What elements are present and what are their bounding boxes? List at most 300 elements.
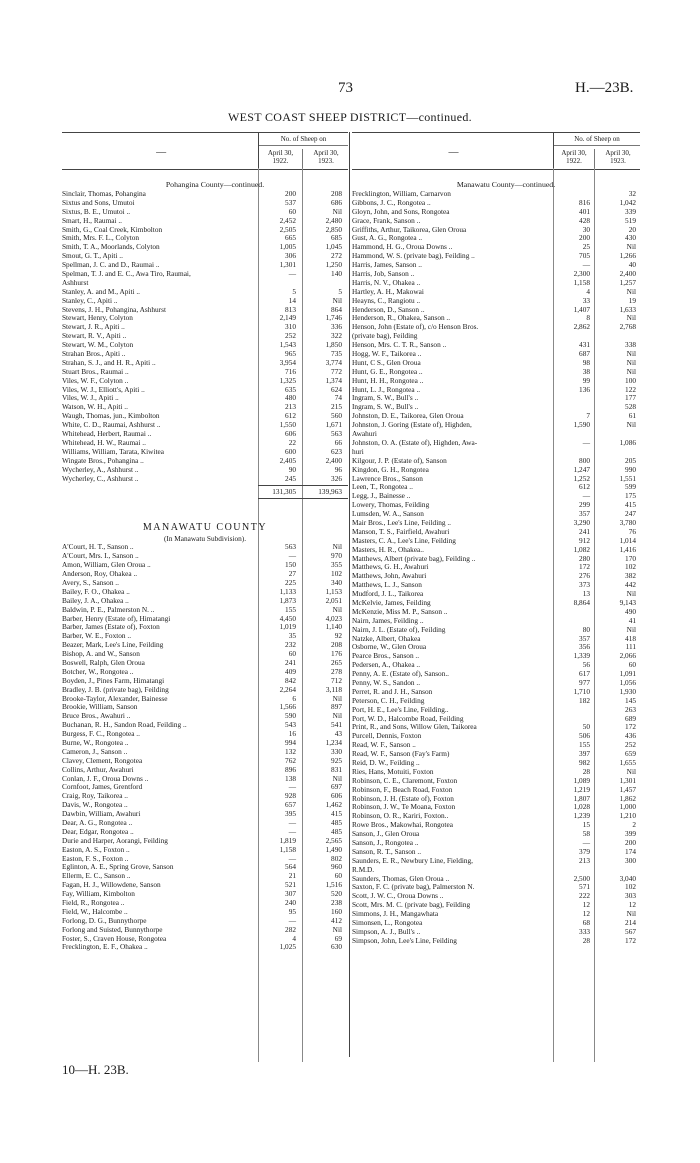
- table-row: [352, 608, 640, 617]
- holder-name: Print, R., and Sons, Willow Glen, Taikorea: [352, 723, 477, 732]
- table-row: [352, 928, 640, 937]
- table-row: [62, 846, 348, 855]
- sheep-1923: 485: [331, 818, 342, 827]
- sheep-1922: 1,025: [279, 942, 296, 952]
- sheep-1923: 140: [331, 269, 342, 279]
- sheep-1923: 1,374: [325, 375, 342, 385]
- table-row: [62, 739, 348, 748]
- holder-name: Hunt, H. H., Rongotea ..: [352, 376, 424, 385]
- table-row: [62, 466, 348, 475]
- table-row: [352, 697, 640, 706]
- sheep-1922: 213: [579, 855, 590, 865]
- table-row: [62, 775, 348, 784]
- table-row: [352, 875, 640, 884]
- sheep-1922: 1,252: [573, 473, 590, 483]
- page-footer: 10—H. 23B.: [62, 1062, 129, 1077]
- sheep-1923: 40: [628, 260, 636, 270]
- sheep-1923: 1,850: [325, 340, 342, 350]
- sheep-1923: 172: [625, 935, 636, 945]
- sheep-1923: 2,400: [325, 455, 342, 465]
- holder-name: Leen, T., Rongotea ..: [352, 483, 413, 492]
- holder-name: Fay, William, Kimbolton: [62, 890, 135, 899]
- sheep-1923: 1,086: [619, 437, 636, 447]
- sheep-1923: 339: [625, 206, 636, 216]
- table-row: [352, 590, 640, 599]
- table-row: [62, 677, 348, 686]
- sheep-1922: 1,158: [573, 277, 590, 287]
- table-row: [62, 863, 348, 872]
- table-row: [62, 341, 348, 350]
- sheep-1923: 399: [625, 829, 636, 839]
- holder-name: Read, W. F., Sanson ..: [352, 741, 416, 750]
- sheep-1922: 379: [579, 846, 590, 856]
- holder-name: Burne, W., Rongotea ..: [62, 738, 129, 747]
- sheep-1922: 1,407: [573, 304, 590, 314]
- sheep-1923: 74: [334, 393, 342, 403]
- table-row: [352, 492, 640, 501]
- sheep-1922: 395: [285, 809, 296, 819]
- sheep-1923: 338: [625, 340, 636, 350]
- sheep-1923: 528: [625, 402, 636, 412]
- holder-name: A'Court, Mrs. I., Sanson ..: [62, 552, 139, 561]
- holder-name: Simmons, J. H., Mangawhata: [352, 910, 439, 919]
- sheep-1923: 3,040: [619, 873, 636, 883]
- table-row: [352, 466, 640, 475]
- holder-name: Kingdon, G. H., Rongotea: [352, 465, 429, 474]
- sheep-1923: 1,091: [619, 669, 636, 679]
- sheep-1922: 617: [579, 669, 590, 679]
- sheep-1923: 145: [625, 695, 636, 705]
- sheep-1923: 5: [338, 286, 342, 296]
- sheep-1923: 300: [625, 855, 636, 865]
- holder-name: Lumsden, W. A., Sanson: [352, 510, 424, 519]
- sheep-1923: 102: [625, 562, 636, 572]
- sheep-1923: 205: [625, 455, 636, 465]
- sheep-1922: 14: [288, 295, 296, 305]
- holder-name: Stuart Bros., Raumai ..: [62, 367, 129, 376]
- table-row: [352, 715, 640, 724]
- table-row: [352, 652, 640, 661]
- holder-name: Scott, J. W. C., Oroua Downs ..: [352, 892, 444, 901]
- table-row: [62, 252, 348, 261]
- sheep-1923: 160: [331, 906, 342, 916]
- left-table-header: [62, 132, 348, 170]
- sheep-1922: 2,264: [279, 684, 296, 694]
- sheep-1923: 3,774: [325, 357, 342, 367]
- col-1922-year: 1922.: [272, 157, 289, 165]
- table-row: [352, 386, 640, 395]
- sheep-1922: 80: [582, 624, 590, 634]
- table-row: [352, 475, 640, 484]
- sheep-1922: 521: [285, 880, 296, 890]
- total-1922: 131,305: [272, 487, 296, 497]
- holder-name: Saxton, F. C. (private bag), Palmerston N.: [352, 883, 475, 892]
- sheep-1923: 1,014: [619, 535, 636, 545]
- sheep-1922: 2,500: [573, 873, 590, 883]
- table-row: [352, 812, 640, 821]
- table-row: [62, 332, 348, 341]
- sheep-1922: 155: [579, 740, 590, 750]
- holder-name: Robinson, O. R., Kariri, Foxton..: [352, 812, 449, 821]
- sheep-1923: Nil: [626, 624, 636, 634]
- table-row: [62, 748, 348, 757]
- sheep-1922: 1,807: [573, 793, 590, 803]
- document-reference: H.—23B.: [575, 80, 634, 96]
- table-row: [352, 910, 640, 919]
- holder-name: Cornfoot, James, Grentford: [62, 783, 143, 792]
- holder-name: Brooke-Taylor, Alexander, Bainesse: [62, 694, 168, 703]
- sheep-1923: 176: [331, 649, 342, 659]
- sheep-1923: Nil: [332, 693, 342, 703]
- sheep-1923: 278: [331, 666, 342, 676]
- holder-name: Stewart, W. M., Colyton: [62, 341, 134, 350]
- sheep-1922: 842: [285, 675, 296, 685]
- table-row: [352, 830, 640, 839]
- sheep-1922: 12: [582, 909, 590, 919]
- holder-name: Matthews, Albert (private bag), Feilding ..: [352, 554, 476, 563]
- holder-name: Gibbons, J. C., Rongotea ..: [352, 198, 431, 207]
- table-row: [352, 892, 640, 901]
- holder-name: Natzke, Albert, Ohakea: [352, 634, 421, 643]
- sheep-1923: 1,301: [619, 775, 636, 785]
- sheep-1922: 241: [579, 526, 590, 536]
- table-row: [62, 650, 348, 659]
- table-row: [352, 546, 640, 555]
- table-row: [352, 635, 640, 644]
- table-row: [62, 386, 348, 395]
- sheep-1923: 12: [628, 900, 636, 910]
- sheep-1922: 38: [582, 366, 590, 376]
- sheep-1922: 6: [292, 693, 296, 703]
- sheep-1923: 102: [331, 569, 342, 579]
- table-row: [352, 403, 640, 412]
- sheep-1923: 177: [625, 393, 636, 403]
- sheep-1923: Nil: [626, 766, 636, 776]
- sheep-1923: 418: [625, 633, 636, 643]
- county-total: [258, 485, 348, 499]
- table-row: [352, 519, 640, 528]
- sheep-1922: 1,133: [279, 586, 296, 596]
- table-row: [62, 623, 348, 632]
- sheep-1922: 182: [579, 695, 590, 705]
- sheep-1922: 8: [586, 313, 590, 323]
- sheep-1922: 571: [579, 882, 590, 892]
- holder-name: Nairn, James, Feilding ..: [352, 616, 424, 625]
- table-row: [62, 855, 348, 864]
- table-row: [352, 394, 640, 403]
- sheep-1922: 245: [285, 473, 296, 483]
- holder-name: Bailey, F. O., Ohakea ..: [62, 587, 130, 596]
- table-row: [62, 543, 348, 552]
- holder-name: Osborne, W., Glen Oroua: [352, 643, 427, 652]
- sheep-1923: Nil: [332, 295, 342, 305]
- table-row: [352, 368, 640, 377]
- table-row: [62, 403, 348, 412]
- sheep-1922: 333: [579, 926, 590, 936]
- table-row: [62, 261, 348, 270]
- holder-name: Whitehead, Herbert, Raumai ..: [62, 430, 152, 439]
- holder-name: Hammond, H. G., Oroua Downs ..: [352, 243, 453, 252]
- table-row: [62, 350, 348, 359]
- table-row: [62, 721, 348, 730]
- table-row: [62, 475, 348, 484]
- sheep-1922: 635: [285, 384, 296, 394]
- sheep-1923: 1,257: [619, 277, 636, 287]
- page-header: [0, 0, 700, 124]
- table-row: [352, 234, 640, 243]
- sheep-1922: 401: [579, 206, 590, 216]
- holder-name: Harris, N. V., Ohakea ..: [352, 278, 421, 287]
- table-row: [352, 297, 640, 306]
- table-row: [62, 712, 348, 721]
- holder-name: Harris, Job, Sanson ..: [352, 270, 415, 279]
- table-row: [352, 261, 640, 270]
- holder-name: Stewart, J. R., Apiti ..: [62, 323, 125, 332]
- holder-name: huri: [352, 447, 364, 456]
- sheep-1922: 428: [579, 215, 590, 225]
- sheep-1922: 60: [288, 206, 296, 216]
- holder-name: Williams, William, Tarata, Kiwitea: [62, 447, 164, 456]
- sheep-1923: 19: [628, 295, 636, 305]
- sheep-1923: 970: [331, 551, 342, 561]
- sheep-1922: 58: [582, 829, 590, 839]
- sheep-1923: 1,153: [325, 586, 342, 596]
- sheep-1922: 480: [285, 393, 296, 403]
- holder-name: Lawrence Bros., Sanson: [352, 474, 423, 483]
- holder-name: Barber, W. E., Foxton ..: [62, 632, 132, 641]
- holder-name: Port, H. E., Lee's Line, Feilding..: [352, 705, 449, 714]
- holder-name: Perret, R. and J. H., Sanson: [352, 687, 433, 696]
- col-1923-date: April 30,: [605, 149, 631, 157]
- sheep-1923: 606: [331, 791, 342, 801]
- sheep-1922: 33: [582, 295, 590, 305]
- table-row: [352, 270, 640, 279]
- sheep-1923: 897: [331, 702, 342, 712]
- sheep-1922: 800: [579, 455, 590, 465]
- holder-name: Dawbin, William, Awahuri: [62, 810, 141, 819]
- table-row: [62, 421, 348, 430]
- table-row: [62, 561, 348, 570]
- sheep-1922: 1,339: [573, 651, 590, 661]
- holder-name: Purcell, Dennis, Foxton: [352, 732, 422, 741]
- sheep-1922: 1,325: [279, 375, 296, 385]
- right-column: [352, 132, 640, 1062]
- table-row: [352, 786, 640, 795]
- sheep-1922: 606: [285, 429, 296, 439]
- sheep-1922: 816: [579, 197, 590, 207]
- sheep-1923: Nil: [626, 349, 636, 359]
- sheep-1923: Nil: [626, 242, 636, 252]
- holder-name: Hunt, G. E., Rongotea ..: [352, 367, 423, 376]
- holder-name: Robinson, C. E., Claremont, Foxton: [352, 776, 458, 785]
- holder-name: Smith, G., Coal Creek, Kimbolton: [62, 225, 163, 234]
- table-row: [352, 839, 640, 848]
- holder-name: (private bag), Feilding: [352, 332, 418, 341]
- holder-name: Barber, Henry (Estate of), Himatangi: [62, 614, 171, 623]
- sheep-1922: 705: [579, 251, 590, 261]
- table-row: [62, 297, 348, 306]
- total-1923: 139,963: [318, 487, 342, 497]
- holder-name: Johnston, O. A. (Estate of), Highden, Awa-: [352, 438, 478, 447]
- sheep-1922: 7: [586, 411, 590, 421]
- table-row: [352, 759, 640, 768]
- sheep-1923: 41: [628, 615, 636, 625]
- sheep-1923: 265: [331, 657, 342, 667]
- table-row: [62, 703, 348, 712]
- holder-name: Henderson, R., Ohakea, Sanson ..: [352, 314, 451, 323]
- holder-name: Barber, James (Estate of), Foxton: [62, 623, 160, 632]
- sheep-1922: 537: [285, 197, 296, 207]
- table-row: [352, 732, 640, 741]
- section-heading-manawatu-continued: Manawatu County—continued.: [456, 180, 556, 189]
- sheep-1923: Nil: [626, 366, 636, 376]
- sheep-1922: —: [288, 269, 296, 279]
- holder-name: Manson, T. S., Fairfield, Awahuri: [352, 527, 450, 536]
- sheep-1923: 490: [625, 606, 636, 616]
- name-column-header: [62, 133, 259, 169]
- table-row: [62, 766, 348, 775]
- holder-name: Peterson, C. H., Feilding: [352, 696, 425, 705]
- table-row: [352, 937, 640, 946]
- table-row: [62, 819, 348, 828]
- table-row: [352, 483, 640, 492]
- holder-name: Legg, J., Bainesse ..: [352, 492, 411, 501]
- holder-name: Ingram, S. W., Bull's ..: [352, 403, 419, 412]
- sheep-1922: 431: [579, 340, 590, 350]
- table-row: [62, 899, 348, 908]
- sheep-1923: 541: [331, 720, 342, 730]
- holder-name: Smart, H., Raumai ..: [62, 216, 122, 225]
- col-1923-header: [594, 149, 641, 169]
- holder-name: Mudford, J. L., Taikorea: [352, 590, 424, 599]
- sheep-1922: —: [288, 915, 296, 925]
- sheep-1923: 485: [331, 826, 342, 836]
- sheep-1922: —: [582, 491, 590, 501]
- holder-name: Kilgour, J. P. (Estate of), Sanson: [352, 456, 447, 465]
- holder-name: Penny, A. E. (Estate of), Sanson..: [352, 670, 450, 679]
- table-row: [62, 837, 348, 846]
- sheep-1923: 1,140: [325, 622, 342, 632]
- page-number: 73: [338, 80, 353, 96]
- table-row: [352, 448, 640, 457]
- holder-name: Robinson, J. W., Te Moana, Foxton: [352, 803, 456, 812]
- sheep-1922: 1,590: [573, 420, 590, 430]
- table-row: [352, 332, 640, 341]
- sheep-1922: 982: [579, 758, 590, 767]
- table-row: [352, 501, 640, 510]
- sheep-1923: Nil: [626, 909, 636, 919]
- holder-name: Gust, A. G., Rongotea ..: [352, 234, 423, 243]
- sheep-1923: 624: [331, 384, 342, 394]
- sheep-1922: 506: [579, 731, 590, 741]
- left-rows: [62, 170, 348, 952]
- sheep-1923: Nil: [626, 357, 636, 367]
- holder-name: Sanson, R. T., Sanson ..: [352, 847, 422, 856]
- table-row: [352, 421, 640, 430]
- table-row: [352, 217, 640, 226]
- holder-name: Matthews, G. H., Awahuri: [352, 563, 429, 572]
- sheep-1923: 520: [331, 889, 342, 899]
- holder-name: Read, W. F., Sanson (Fay's Farm): [352, 750, 450, 759]
- table-row: [62, 448, 348, 457]
- holder-name: Wingate Bros., Pohangina ..: [62, 456, 144, 465]
- table-row: [62, 306, 348, 315]
- table-row: [62, 686, 348, 695]
- sheep-1923: 442: [625, 580, 636, 590]
- sheep-1923: 336: [331, 322, 342, 332]
- table-row: [62, 828, 348, 837]
- sheep-1922: 15: [582, 820, 590, 830]
- sheep-1923: 76: [628, 526, 636, 536]
- table-row: [62, 579, 348, 588]
- sheep-1922: 2,300: [573, 269, 590, 279]
- sheep-1922: 28: [582, 935, 590, 945]
- sheep-1922: 12: [582, 900, 590, 910]
- holder-name: Field, R., Rongotea ..: [62, 899, 125, 908]
- sheep-1923: 430: [625, 233, 636, 243]
- sheep-1922: 213: [285, 402, 296, 412]
- sheep-1922: —: [288, 826, 296, 836]
- col-1923-year: 1923.: [318, 157, 334, 165]
- holder-name: Wycherley, C., Ashhurst ..: [62, 474, 139, 483]
- sheep-1922: 357: [579, 509, 590, 519]
- holder-name: Heayns, C., Rangiotu ..: [352, 296, 421, 305]
- table-row: [352, 688, 640, 697]
- holder-name: Mair Bros., Lee's Line, Feilding ..: [352, 518, 451, 527]
- sheep-1922: —: [288, 551, 296, 561]
- sheep-1923: 2,480: [325, 215, 342, 225]
- sheep-1922: 240: [285, 898, 296, 908]
- table-row: [352, 341, 640, 350]
- sheep-1923: 519: [625, 215, 636, 225]
- table-row: [352, 377, 640, 386]
- sheep-1922: 35: [288, 631, 296, 641]
- holder-name: Stevens, J. H., Pohangina, Ashhurst: [62, 305, 166, 314]
- sheep-1923: Nil: [626, 589, 636, 599]
- sheep-1922: 2,862: [573, 322, 590, 332]
- table-row: [352, 706, 640, 715]
- sheep-1923: 303: [625, 891, 636, 901]
- table-row: [352, 243, 640, 252]
- sheep-1923: 412: [331, 915, 342, 925]
- sheep-1923: 1,045: [325, 242, 342, 252]
- sheep-1923: 1,416: [619, 544, 636, 554]
- sheep-1923: 436: [625, 731, 636, 741]
- table-row: [352, 226, 640, 235]
- sheep-1923: Nil: [332, 206, 342, 216]
- group-underline: [259, 145, 348, 146]
- sheep-1923: 170: [625, 553, 636, 563]
- holder-name: Forlong, D. G., Bunnythorpe: [62, 916, 147, 925]
- sheep-1923: 1,457: [619, 784, 636, 794]
- col-1923-year: 1923.: [610, 157, 626, 165]
- sheep-1922: 28: [582, 766, 590, 776]
- sheep-1922: 1,089: [573, 775, 590, 785]
- sheep-1923: 802: [331, 853, 342, 863]
- sheep-1923: 2: [632, 820, 636, 830]
- sheep-1922: 4: [586, 286, 590, 296]
- group-underline: [554, 145, 640, 146]
- sheep-1922: 612: [579, 482, 590, 492]
- sheep-1922: 252: [285, 331, 296, 341]
- sheep-1923: 208: [331, 189, 342, 198]
- sheep-1923: 415: [625, 500, 636, 510]
- pohangina-rows: [62, 190, 348, 483]
- sheep-1923: 43: [334, 729, 342, 739]
- table-row: [62, 641, 348, 650]
- table-row: [352, 670, 640, 679]
- table-row: [62, 314, 348, 323]
